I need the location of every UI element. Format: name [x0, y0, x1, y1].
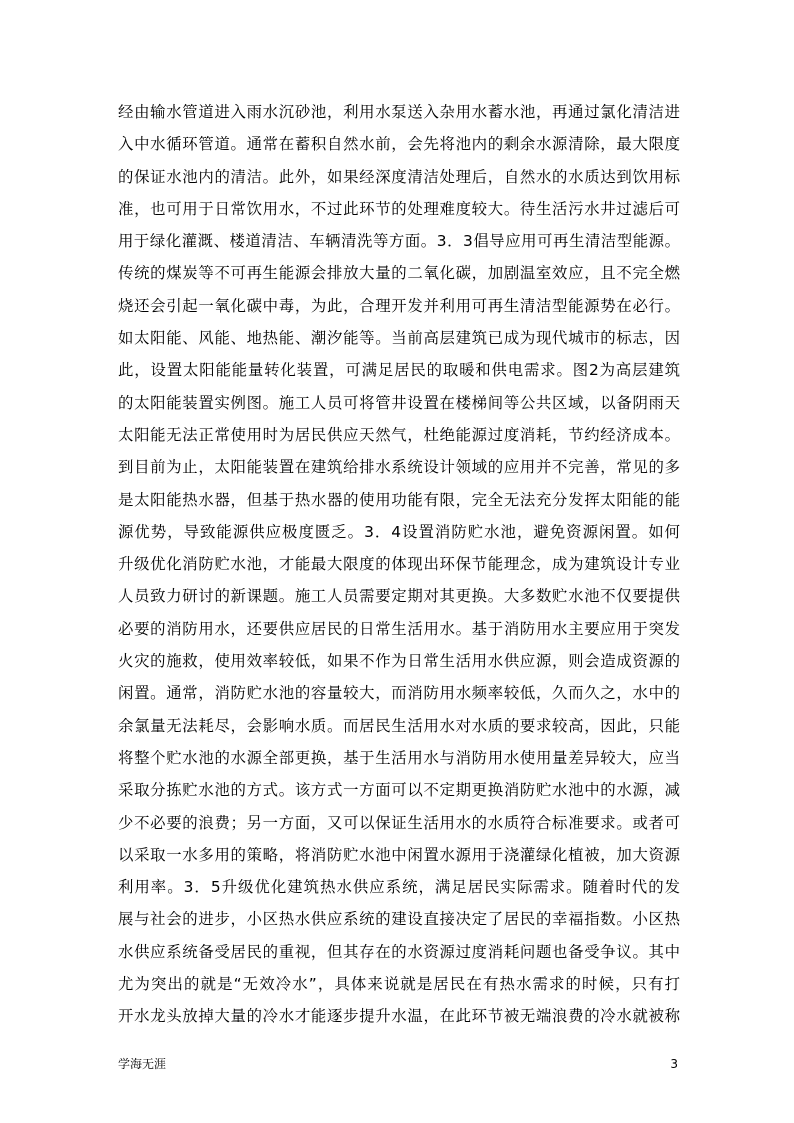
text-line: 利用率。3．5升级优化建筑热水供应系统，满足居民实际需求。随着时代的发	[118, 878, 680, 897]
text-line: 太阳能无法正常使用时为居民供应天然气，杜绝能源过度消耗，节约经济成本。	[118, 425, 680, 444]
text-line: 闲置。通常，消防贮水池的容量较大，而消防用水频率较低，久而久之，水中的	[118, 684, 680, 703]
text-line: 入中水循环管道。通常在蓄积自然水前，会先将池内的剩余水源清除，最大限度	[118, 135, 680, 154]
text-line: 展与社会的进步，小区热水供应系统的建设直接决定了居民的幸福指数。小区热	[118, 910, 680, 929]
text-line: 源优势，导致能源供应极度匮乏。3．4设置消防贮水池，避免资源闲置。如何	[118, 522, 680, 541]
text-line: 开水龙头放掉大量的冷水才能逐步提升水温，在此环节被无端浪费的冷水就被称	[118, 1007, 680, 1026]
text-line: 此，设置太阳能能量转化装置，可满足居民的取暖和供电需求。图2为高层建筑	[118, 361, 680, 380]
text-line: 到目前为止，太阳能装置在建筑给排水系统设计领域的应用并不完善，常见的多	[118, 458, 680, 477]
footer-text: 学海无涯	[118, 1057, 167, 1071]
text-line: 经由输水管道进入雨水沉砂池，利用水泵送入杂用水蓄水池，再通过氯化清洁进	[118, 103, 680, 121]
text-line: 水供应系统备受居民的重视，但其存在的水资源过度消耗问题也备受争议。其中	[118, 942, 680, 961]
text-line: 尤为突出的就是“无效冷水”，具体来说就是居民在有热水需求的时候，只有打	[118, 975, 680, 994]
text-line: 的太阳能装置实例图。施工人员可将管井设置在楼梯间等公共区域，以备阴雨天	[118, 393, 680, 412]
text-line: 采取分拣贮水池的方式。该方式一方面可以不定期更换消防贮水池中的水源，减	[118, 781, 680, 800]
text-line: 用于绿化灌溉、楼道清洁、车辆清洗等方面。3．3倡导应用可再生清洁型能源。	[118, 232, 680, 251]
text-line: 如太阳能、风能、地热能、潮汐能等。当前高层建筑已成为现代城市的标志，因	[118, 329, 680, 348]
text-line: 少不必要的浪费；另一方面，又可以保证生活用水的水质符合标准要求。或者可	[118, 813, 680, 832]
text-line: 升级优化消防贮水池，才能最大限度的体现出环保节能理念，成为建筑设计专业	[118, 555, 680, 574]
text-line: 火灾的施救，使用效率较低，如果不作为日常生活用水供应源，则会造成资源的	[118, 652, 680, 671]
text-line: 的保证水池内的清洁。此外，如果经深度清洁处理后，自然水的水质达到饮用标	[118, 167, 680, 186]
text-line: 传统的煤炭等不可再生能源会排放大量的二氧化碳，加剧温室效应，且不完全燃	[118, 264, 680, 283]
body-paragraph	[118, 96, 680, 1033]
text-line: 将整个贮水池的水源全部更换，基于生活用水与消防用水使用量差异较大，应当	[118, 748, 680, 767]
page-number: 3	[670, 1057, 678, 1071]
text-line: 以采取一水多用的策略，将消防贮水池中闲置水源用于浇灌绿化植被，加大资源	[118, 845, 680, 864]
text-line: 人员致力研讨的新课题。施工人员需要定期对其更换。大多数贮水池不仅要提供	[118, 587, 680, 606]
text-line: 烧还会引起一氧化碳中毒，为此，合理开发并利用可再生清洁型能源势在必行。	[118, 296, 680, 315]
text-line: 余氯量无法耗尽，会影响水质。而居民生活用水对水质的要求较高，因此，只能	[118, 716, 680, 735]
text-line: 准，也可用于日常饮用水，不过此环节的处理难度较大。待生活污水井过滤后可	[118, 199, 680, 218]
text-line: 是太阳能热水器，但基于热水器的使用功能有限，完全无法充分发挥太阳能的能	[118, 490, 680, 509]
text-line: 必要的消防用水，还要供应居民的日常生活用水。基于消防用水主要应用于突发	[118, 619, 680, 638]
